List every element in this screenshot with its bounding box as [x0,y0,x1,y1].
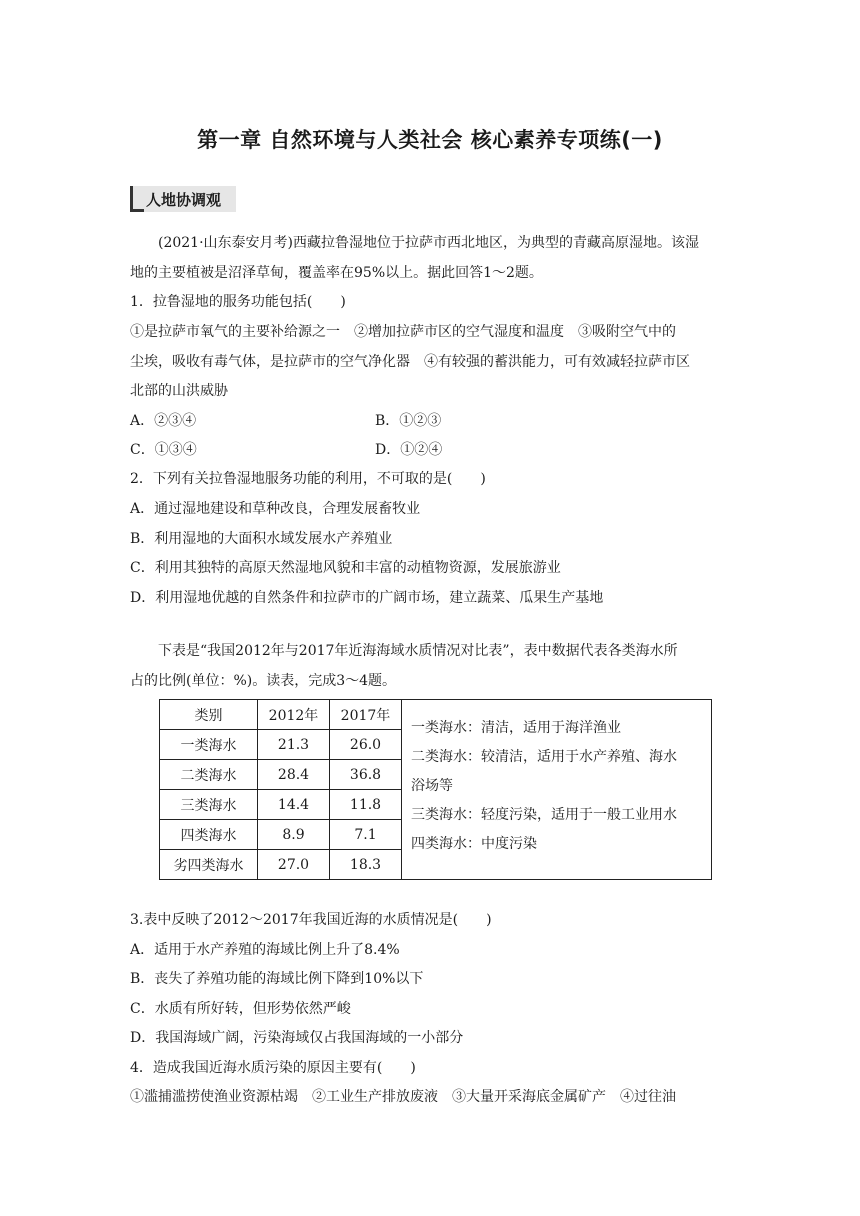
intro2-line1: 下表是“我国2012年与2017年近海海域水质情况对比表”，表中数据代表各类海水所 [158,643,678,659]
q3-option-a: A．适用于水产养殖的海域比例上升了8.4% [130,942,400,958]
q1-statement-line3: 北部的山洪威胁 [130,383,228,399]
q2-option-c: C．利用其独特的高原天然湿地风貌和丰富的动植物资源，发展旅游业 [130,560,561,576]
table-header-cell: 类别 [160,700,258,730]
table-note: 一类海水：清洁，适用于海洋渔业 [411,720,621,736]
table-cell: 27.0 [258,850,330,880]
section-tag-label: 人地协调观 [146,191,222,209]
section-tag [130,186,236,212]
table-cell: 8.9 [258,820,330,850]
q1-option-b: B．①②③ [375,413,442,429]
q3-stem: 3.表中反映了2012～2017年我国近海的水质情况是( ) [130,912,492,928]
q4-stem: 4．造成我国近海水质污染的原因主要有( ) [130,1060,416,1076]
table-header-cell: 2012年 [258,700,330,730]
table-header-cell: 2017年 [330,700,402,730]
q2-stem: 2．下列有关拉鲁湿地服务功能的利用，不可取的是( ) [130,471,486,487]
table-note: 浴场等 [411,778,453,794]
table-cell: 21.3 [258,730,330,760]
q3-option-c: C．水质有所好转，但形势依然严峻 [130,1001,351,1017]
table-cell: 二类海水 [160,760,258,790]
table-cell: 四类海水 [160,820,258,850]
table-note: 二类海水：较清洁，适用于水产养殖、海水 [411,749,677,765]
q3-option-b: B．丧失了养殖功能的海域比例下降到10%以下 [130,971,424,987]
q2-option-b: B．利用湿地的大面积水域发展水产养殖业 [130,531,393,547]
q3-option-d: D．我国海域广阔，污染海域仅占我国海域的一小部分 [130,1030,464,1046]
table-cell: 7.1 [330,820,402,850]
section-tag-underline [130,209,144,212]
table-header-row [160,700,712,730]
q4-statement-line1: ①滥捕滥捞使渔业资源枯竭 ②工业生产排放废液 ③大量开采海底金属矿产 ④过往油 [130,1089,676,1105]
table-cell: 劣四类海水 [160,850,258,880]
intro2-line2: 占的比例(单位：%)。读表，完成3～4题。 [130,673,397,689]
q2-option-d: D．利用湿地优越的自然条件和拉萨市的广阔市场，建立蔬菜、瓜果生产基地 [130,590,604,606]
table-note: 三类海水：轻度污染，适用于一般工业用水 [411,807,677,823]
table-cell: 26.0 [330,730,402,760]
q1-option-c: C．①③④ [130,442,197,458]
table-cell: 11.8 [330,790,402,820]
table-cell: 28.4 [258,760,330,790]
q1-statement-line1: ①是拉萨市氧气的主要补给源之一 ②增加拉萨市区的空气湿度和温度 ③吸附空气中的 [130,324,676,340]
intro1-line1: (2021·山东泰安月考)西藏拉鲁湿地位于拉萨市西北地区，为典型的青藏高原湿地。该湿 [158,235,700,251]
intro1-line2: 地的主要植被是沼泽草甸，覆盖率在95%以上。据此回答1～2题。 [130,265,543,281]
table-cell: 14.4 [258,790,330,820]
table-cell: 三类海水 [160,790,258,820]
q1-stem: 1．拉鲁湿地的服务功能包括( ) [130,294,346,310]
water-quality-table [159,699,712,880]
q1-option-a: A．②③④ [130,413,197,429]
q1-statement-line2: 尘埃，吸收有毒气体，是拉萨市的空气净化器 ④有较强的蓄洪能力，可有效减轻拉萨市区 [130,354,690,370]
q2-option-a: A．通过湿地建设和草种改良，合理发展畜牧业 [130,501,421,517]
table-cell: 18.3 [330,850,402,880]
table-cell: 36.8 [330,760,402,790]
table-note: 四类海水：中度污染 [411,836,537,852]
table-notes-cell [402,700,712,880]
q1-option-d: D．①②④ [375,442,443,458]
page-title: 第一章 自然环境与人类社会 核心素养专项练(一) [197,128,663,152]
table-cell: 一类海水 [160,730,258,760]
